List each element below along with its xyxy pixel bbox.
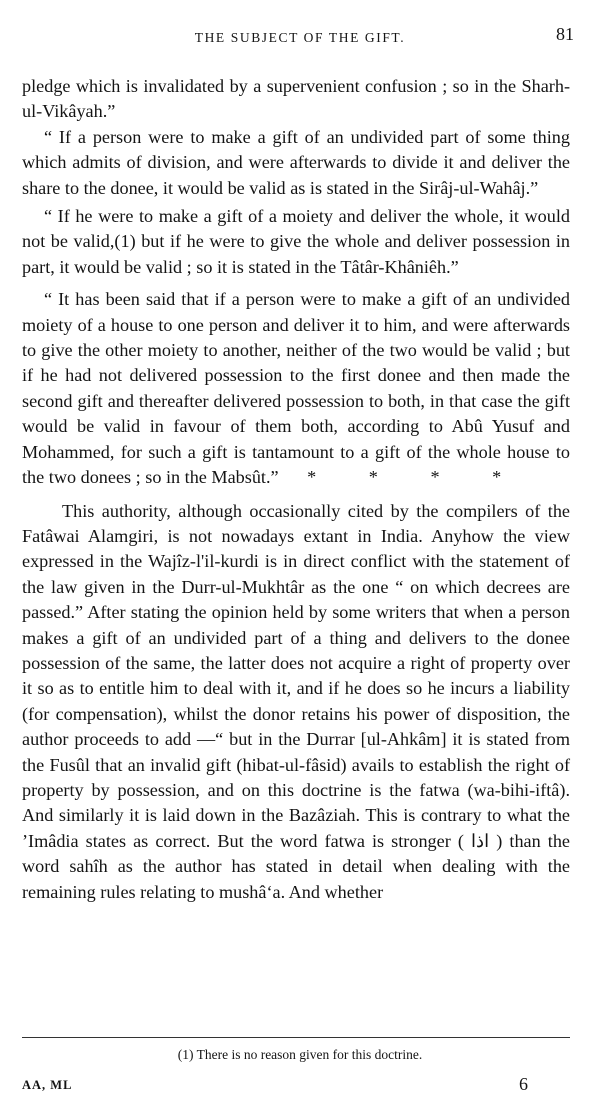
paragraph-4-text: “ It has been said that if a person were to make a gift of an undivided moiety of a house to one person and deliver it to him, and were afterwards to give the other moiety to another, neither of the two would be valid ; but if he had not delivered possession to the first donee and then made the second gift and thereafter delivered possession to both, in that case the gift would be valid in favour of them both, according to Abû Yusuf and Mohammed, for such a gift is tantamount to a gift of the whole house to the two donees ; so in the Mabsût.” bbox=[22, 289, 570, 488]
running-head: THE SUBJECT OF THE GIFT. bbox=[194, 30, 406, 45]
page-number: 81 bbox=[556, 24, 574, 44]
paragraph-2: “ If a person were to make a gift of an undivided part of some thing which admits of division, and were afterwards to divide it and deliver the share to the donee, it would be valid as is stated in the Sirâj-ul-Wahâj.” bbox=[22, 126, 570, 198]
paragraph-1: pledge which is invalidated by a supervenient confusion ; so in the Sharh-ul-Vikâyah.” bbox=[22, 76, 570, 122]
sheet-number: 6 bbox=[519, 1074, 528, 1094]
paragraph-5: This authority, although occasionally cited by the compilers of the Fatâwai Alamgiri, is not nowadays extant in India. Anyhow the view expressed in the Wajîz-l'il-kurdi is in direct conflict with the statement of the law given in the Durr-ul-Mukhtâr as the one “ on which decrees are passed.” After stating the opinion held by some writers that when a person makes a gift of an undivided part of a thing and delivers to the donee possession of the same, the latter does not acquire a right of property over it so as to entitle him to deal with it, and if he does so he incurs a liability (for compensation), whilst the donor retains his power of disposition, the author proceeds to add —“ but in the Durrar [ul-Ahkâm] it is stated from the Fusûl that an invalid gift (hibat-ul-fâsid) avails to establish the right of property by possession, and on this doctrine is the fatwa (wa-bihi-iftâ). And similarly it is laid down in the Bazâziah. This is contrary to what the ’Imâdia states as correct. But the word fatwa is stronger ( اذا ) than the word sahîh as the author has stated in detail when dealing with the remaining rules relating to mushâ‘a. And whether bbox=[22, 500, 570, 902]
paragraph-3: “ If he were to make a gift of a moiety and deliver the whole, it would not be valid,(1) but if he were to give the whole and deliver possession in part, it would be valid ; so it is stated in the Tâtâr-Khâniêh.” bbox=[22, 206, 570, 277]
footnote: (1) There is no reason given for this doctrine. bbox=[177, 1047, 423, 1062]
asterisk-separator: * * * * bbox=[307, 467, 502, 488]
printer-signature: AA, ML bbox=[22, 1078, 73, 1092]
page-header bbox=[0, 24, 600, 54]
footnote-rule bbox=[22, 1037, 570, 1038]
page-footer bbox=[0, 1074, 600, 1096]
paragraph-4 bbox=[22, 287, 570, 490]
body-text bbox=[22, 74, 570, 905]
